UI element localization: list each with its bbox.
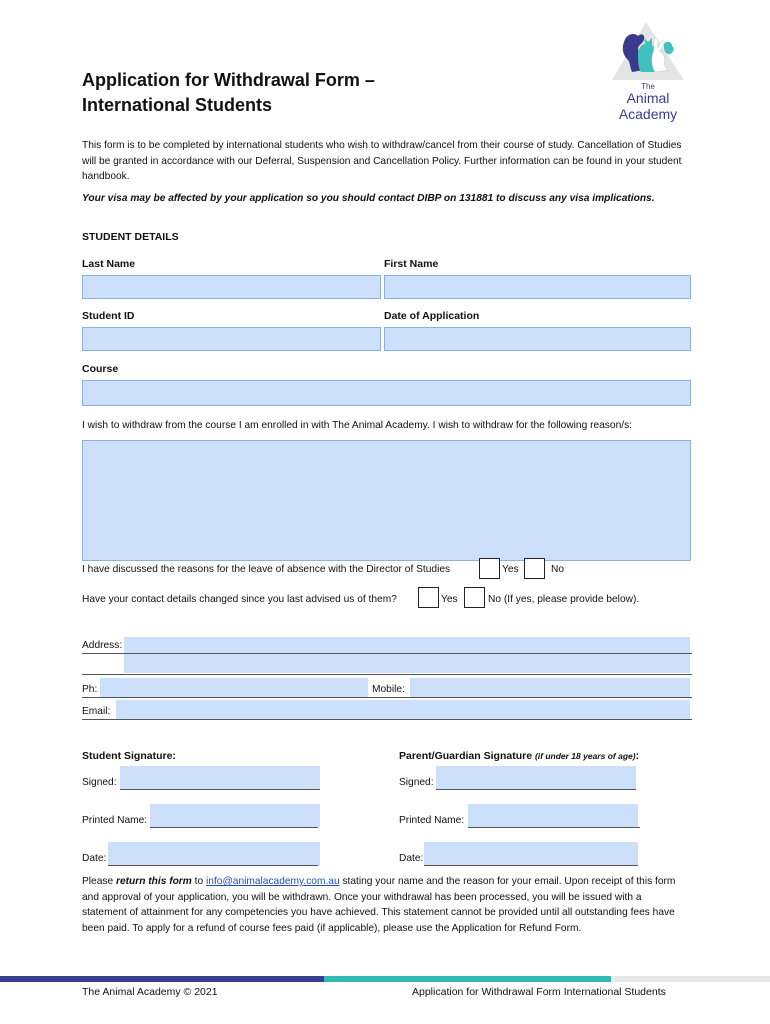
phone-underline <box>82 697 692 698</box>
return-body: stating your name and the reason for your email. Upon receipt of this form and approval of your application, you will be withdrawn. Once your withdrawal has been processed, you will be issued with a statement of attainment for any competencies you have achieved. This statement cannot be provided until all outstanding fees have been paid. To apply for a refund of course fees paid (if applicable), please use the Application for Refund Form. <box>82 876 676 934</box>
student-id-label: Student ID <box>82 310 135 322</box>
phone-input[interactable] <box>100 678 368 697</box>
academy-logo <box>608 20 688 124</box>
first-name-label: First Name <box>384 258 439 270</box>
course-label: Course <box>82 363 119 375</box>
parent-signed-label: Signed: <box>399 777 434 788</box>
footer-right-text: Application for Withdrawal Form International Students <box>412 986 666 998</box>
discussed-question: I have discussed the reasons for the leave of absence with the Director of Studies <box>82 564 451 575</box>
address-underline-1 <box>82 653 692 654</box>
student-signed-underline <box>120 789 320 790</box>
discussed-no-checkbox[interactable] <box>524 558 545 579</box>
parent-printed-name-label: Printed Name: <box>399 815 465 826</box>
logo-text-the: The <box>641 82 655 91</box>
date-of-application-label: Date of Application <box>384 310 480 322</box>
logo-text-academy: Academy <box>618 106 678 122</box>
footer-bar-grey <box>611 976 770 982</box>
visa-notice: Your visa may be affected by your application so you should contact DIBP on 131881 to discuss any visa implications. <box>82 193 655 204</box>
contact-no-label: No (If yes, please provide below). <box>488 594 640 605</box>
discussed-yes-label: Yes <box>502 564 519 575</box>
student-details-heading: STUDENT DETAILS <box>82 231 179 243</box>
parent-signature-note: (if under 18 years of age) <box>534 751 636 761</box>
last-name-label: Last Name <box>82 258 136 270</box>
student-signed-label: Signed: <box>82 777 117 788</box>
course-input[interactable] <box>82 380 691 406</box>
student-printed-name-input[interactable] <box>150 804 320 828</box>
title-line-1: Application for Withdrawal Form – <box>82 70 375 90</box>
title-line-2: International Students <box>82 95 273 115</box>
student-printed-name-label: Printed Name: <box>82 815 148 826</box>
student-signature-heading: Student Signature: <box>82 750 176 762</box>
email-input[interactable] <box>116 700 690 719</box>
contact-yes-checkbox[interactable] <box>418 587 439 608</box>
last-name-input[interactable] <box>82 275 381 299</box>
email-label: Email: <box>82 706 111 717</box>
footer-bar-teal <box>324 976 611 982</box>
address-input[interactable] <box>124 637 690 673</box>
student-id-input[interactable] <box>82 327 381 351</box>
footer-left-text: The Animal Academy © 2021 <box>82 986 218 998</box>
student-printed-underline <box>150 827 318 828</box>
mobile-label: Mobile: <box>372 684 405 695</box>
logo-text-animal: Animal <box>626 90 670 106</box>
contact-no-checkbox[interactable] <box>464 587 485 608</box>
return-to: to <box>191 876 207 887</box>
reason-textarea[interactable] <box>82 440 691 561</box>
return-prefix: Please <box>82 876 116 887</box>
parent-signature-colon: : <box>635 750 640 762</box>
discussed-no-label: No <box>551 564 565 575</box>
reason-prompt: I wish to withdraw from the course I am enrolled in with The Animal Academy. I wish to withdraw for the following reason/s: <box>82 420 632 431</box>
discussed-yes-checkbox[interactable] <box>479 558 500 579</box>
contact-changed-question: Have your contact details changed since you last advised us of them? <box>82 594 397 605</box>
date-of-application-input[interactable] <box>384 327 691 351</box>
student-date-input[interactable] <box>108 842 320 866</box>
parent-date-underline <box>424 865 638 866</box>
student-date-label: Date: <box>82 853 107 864</box>
address-label: Address: <box>82 640 123 651</box>
parent-printed-name-input[interactable] <box>468 804 638 828</box>
first-name-input[interactable] <box>384 275 691 299</box>
student-date-underline <box>108 865 318 866</box>
footer-bar-navy <box>0 976 324 982</box>
page-title <box>82 68 375 118</box>
return-instructions <box>82 874 682 936</box>
phone-label: Ph: <box>82 684 98 695</box>
parent-signature-heading <box>399 750 639 762</box>
parent-signed-input[interactable] <box>436 766 636 790</box>
parent-signature-title: Parent/Guardian Signature <box>399 750 533 762</box>
intro-paragraph: This form is to be completed by international students who wish to withdraw/cancel from their course of study. Cancellation of Studies will be granted in accordance with our Deferral, Suspension and Cancellation Policy. Further information can be found in your student handbook. <box>82 140 682 182</box>
parent-printed-underline <box>468 827 640 828</box>
contact-yes-label: Yes <box>441 594 458 605</box>
student-signed-input[interactable] <box>120 766 320 790</box>
email-underline <box>82 719 692 720</box>
mobile-input[interactable] <box>410 678 690 697</box>
parent-date-label: Date: <box>399 853 424 864</box>
parent-signed-underline <box>436 789 636 790</box>
contact-email-link[interactable]: info@animalacademy.com.au <box>206 876 340 887</box>
parent-date-input[interactable] <box>424 842 638 866</box>
animal-silhouettes-logo-icon <box>608 20 688 82</box>
return-emphasis: return this form <box>115 876 192 887</box>
address-underline-2 <box>82 674 692 675</box>
